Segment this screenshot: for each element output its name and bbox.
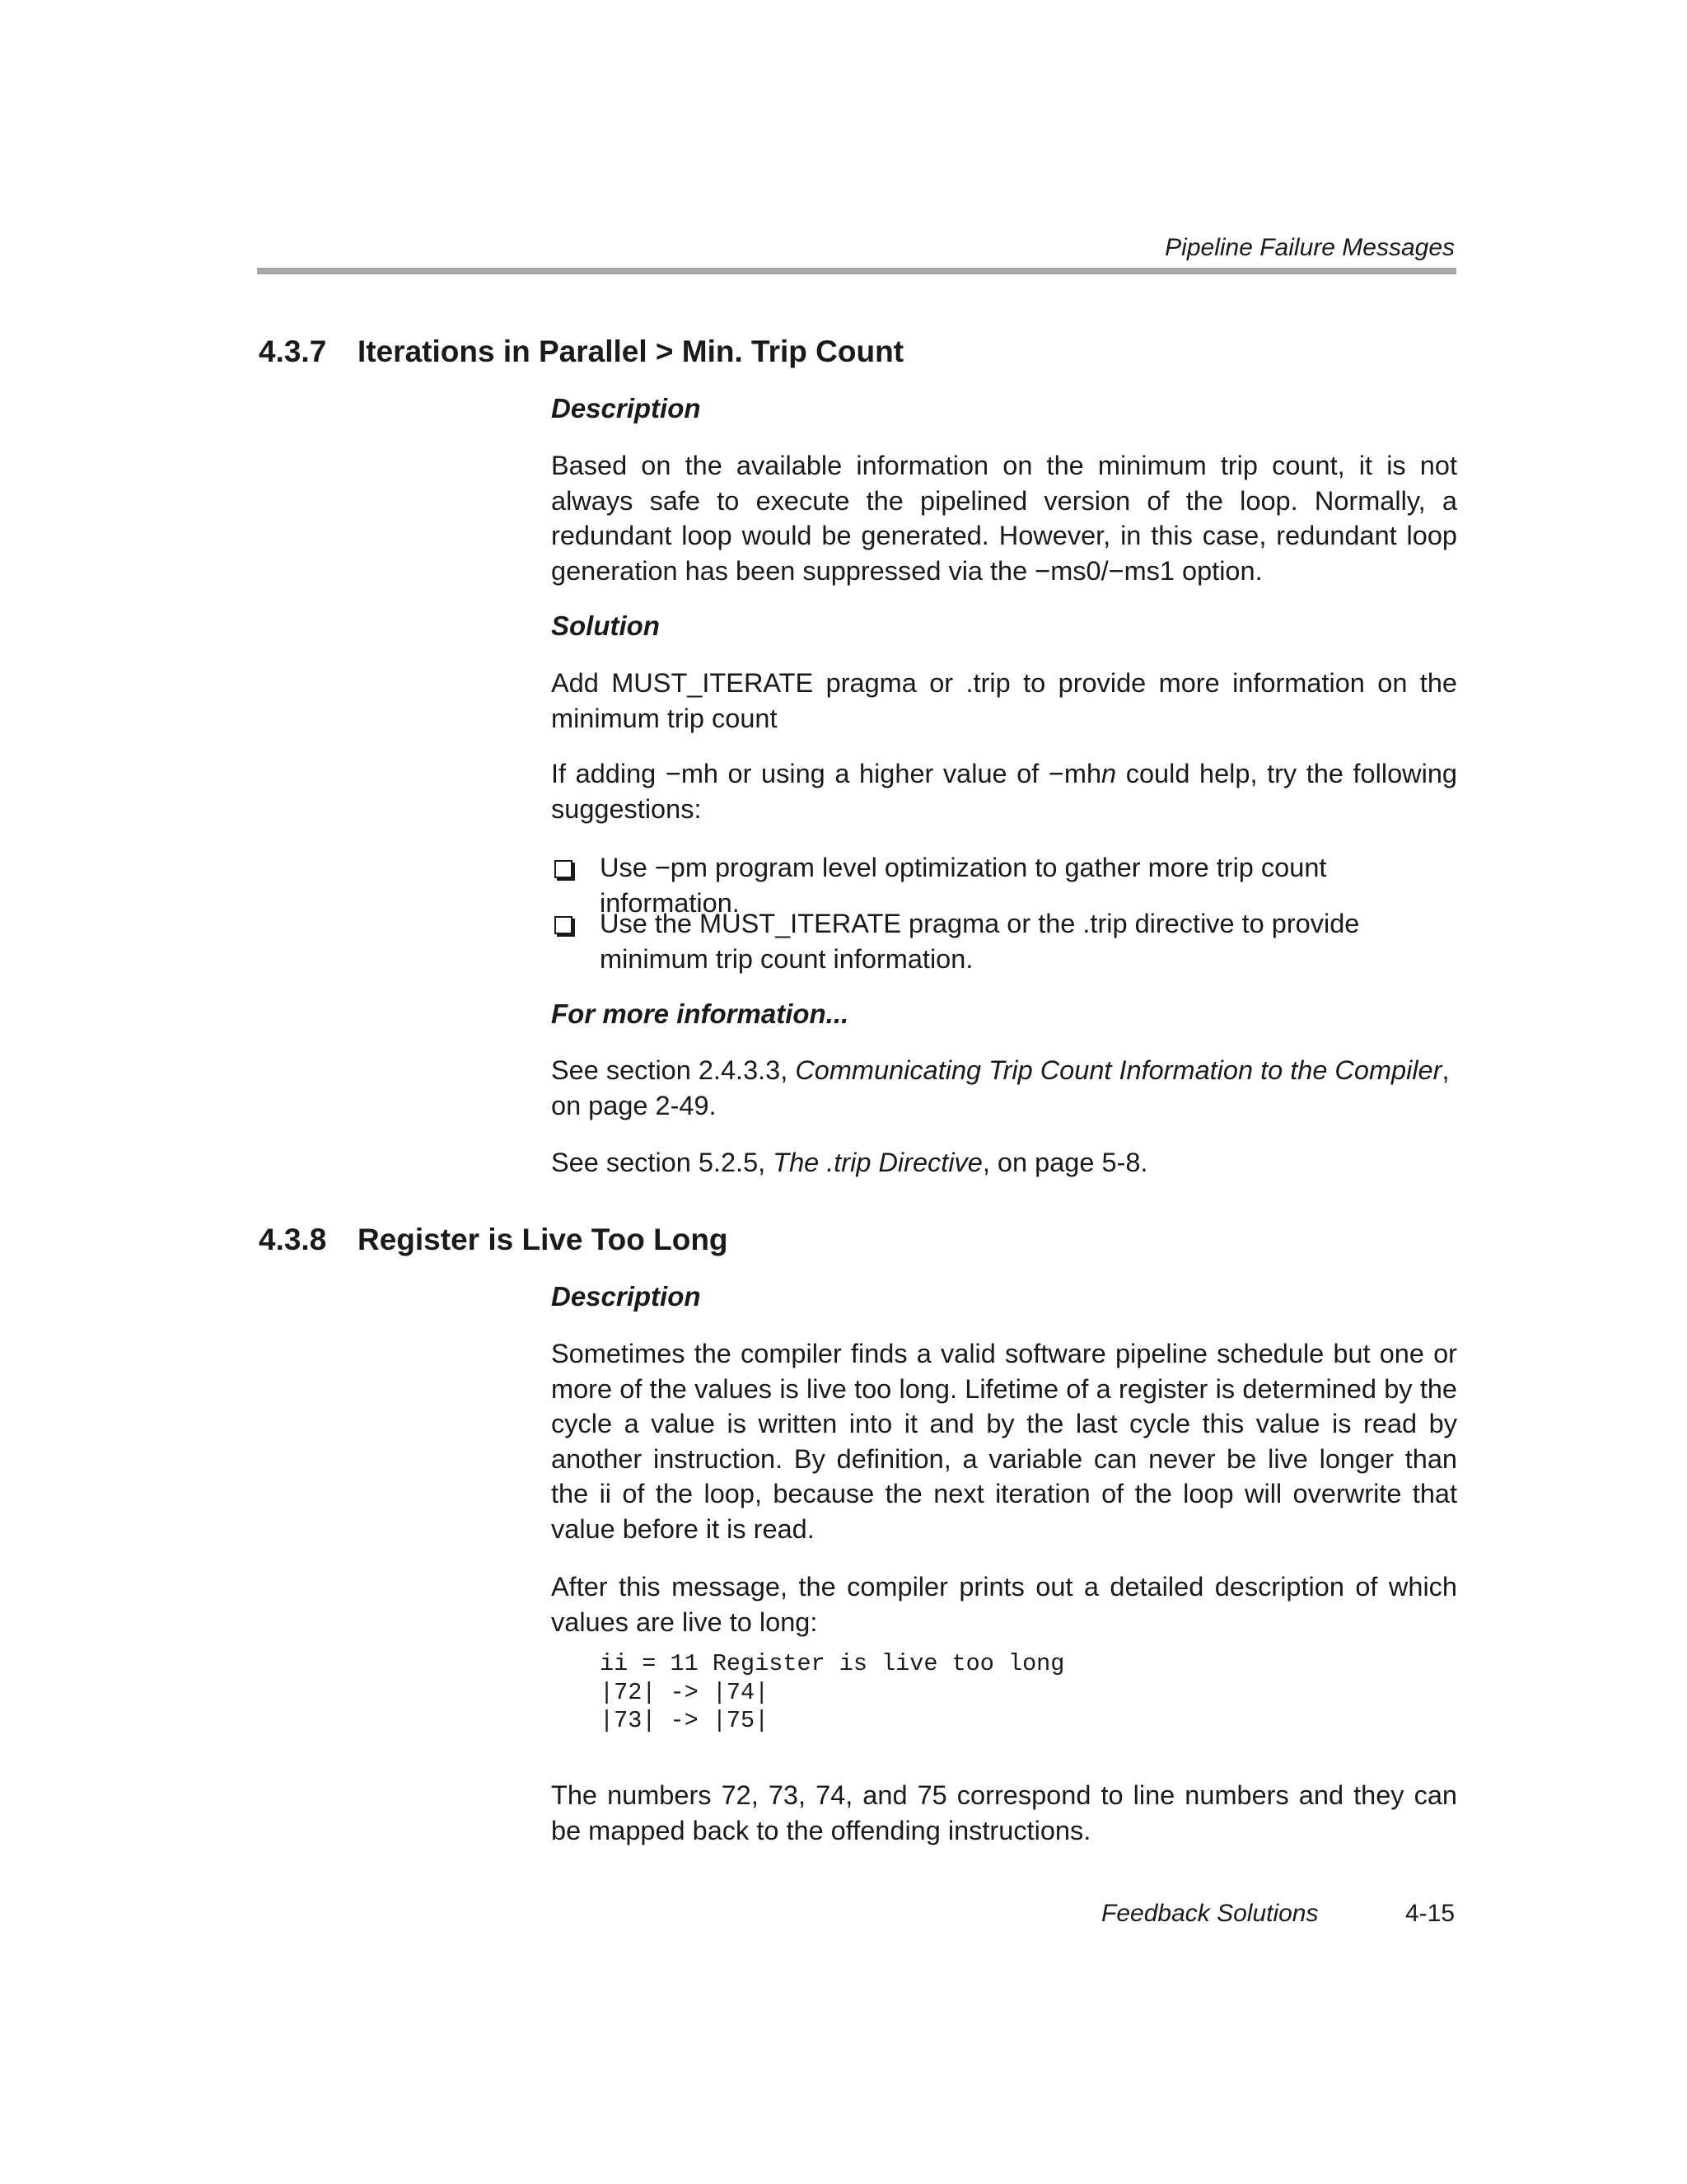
header-rule	[257, 268, 1456, 274]
description-heading: Description	[551, 1281, 701, 1312]
more-info-heading: For more information...	[551, 998, 849, 1029]
reference-1-title: Communicating Trip Count Information to the Compiler	[795, 1055, 1442, 1085]
code-line: |73| -> |75|	[600, 1707, 769, 1734]
section-title: Register is Live Too Long	[357, 1223, 728, 1256]
reference-1-suffix: , on page 2-49.	[551, 1055, 1450, 1120]
bullet-text: Use the MUST_ITERATE pragma or the .trip directive to provide minimum trip count information.	[600, 909, 1360, 974]
description-heading: Description	[551, 393, 701, 423]
section-heading-4-3-7	[259, 334, 904, 369]
description-paragraph: Sometimes the compiler finds a valid software pipeline schedule but one or more of the values is live too long. Lifetime of a register is determined by the cycle a value is written into it and by the last cycle this value is read by another instruction. By definition, a variable can never be live longer than the ii of the loop, because the next iteration of the loop will overwrite that value before it is read.	[551, 1339, 1457, 1544]
reference-2-prefix: See section 5.2.5,	[551, 1148, 773, 1177]
code-line: |72| -> |74|	[600, 1678, 769, 1706]
running-header: Pipeline Failure Messages	[1165, 234, 1455, 261]
reference-2	[551, 1145, 1457, 1181]
section-number: 4.3.7	[259, 334, 327, 368]
section-heading-4-3-8	[259, 1223, 728, 1257]
reference-1-prefix: See section 2.4.3.3,	[551, 1055, 796, 1085]
reference-1	[551, 1053, 1457, 1123]
code-line: ii = 11 Register is live too long	[600, 1650, 1065, 1677]
page-number: 4-15	[1405, 1900, 1456, 1927]
checkbox-bullet-icon	[554, 860, 572, 878]
after-message-paragraph: After this message, the compiler prints out a detailed description of which values are live to long:	[551, 1572, 1457, 1637]
reference-2-title: The .trip Directive	[773, 1148, 983, 1177]
section-title: Iterations in Parallel > Min. Trip Count	[357, 334, 904, 368]
suggestion-intro-text-a: If adding −mh or using a higher value of −mh	[551, 759, 1102, 788]
closing-paragraph: The numbers 72, 73, 74, and 75 correspond to line numbers and they can be mapped back to the offending instructions.	[551, 1780, 1457, 1845]
suggestion-intro	[551, 756, 1457, 826]
description-paragraph: Based on the available information on the minimum trip count, it is not always safe to execute the pipelined version of the loop. Normally, a redundant loop would be generated. However, in this case, redundant loop generation has been suppressed via the −ms0/−ms1 option.	[551, 451, 1457, 586]
suggestion-intro-italic: n	[1101, 759, 1117, 788]
checkbox-bullet-icon	[554, 916, 572, 934]
section-number: 4.3.8	[259, 1223, 327, 1256]
reference-2-suffix: , on page 5-8.	[982, 1148, 1148, 1177]
footer-title: Feedback Solutions	[1101, 1900, 1319, 1927]
suggestion-intro-text-b: could help, try the following suggestions:	[551, 759, 1457, 824]
solution-heading: Solution	[551, 610, 660, 641]
solution-paragraph: Add MUST_ITERATE pragma or .trip to provide more information on the minimum trip count	[551, 668, 1457, 733]
code-listing	[600, 1650, 1064, 1736]
bullet-text: Use −pm program level optimization to gather more trip count information.	[600, 853, 1327, 918]
